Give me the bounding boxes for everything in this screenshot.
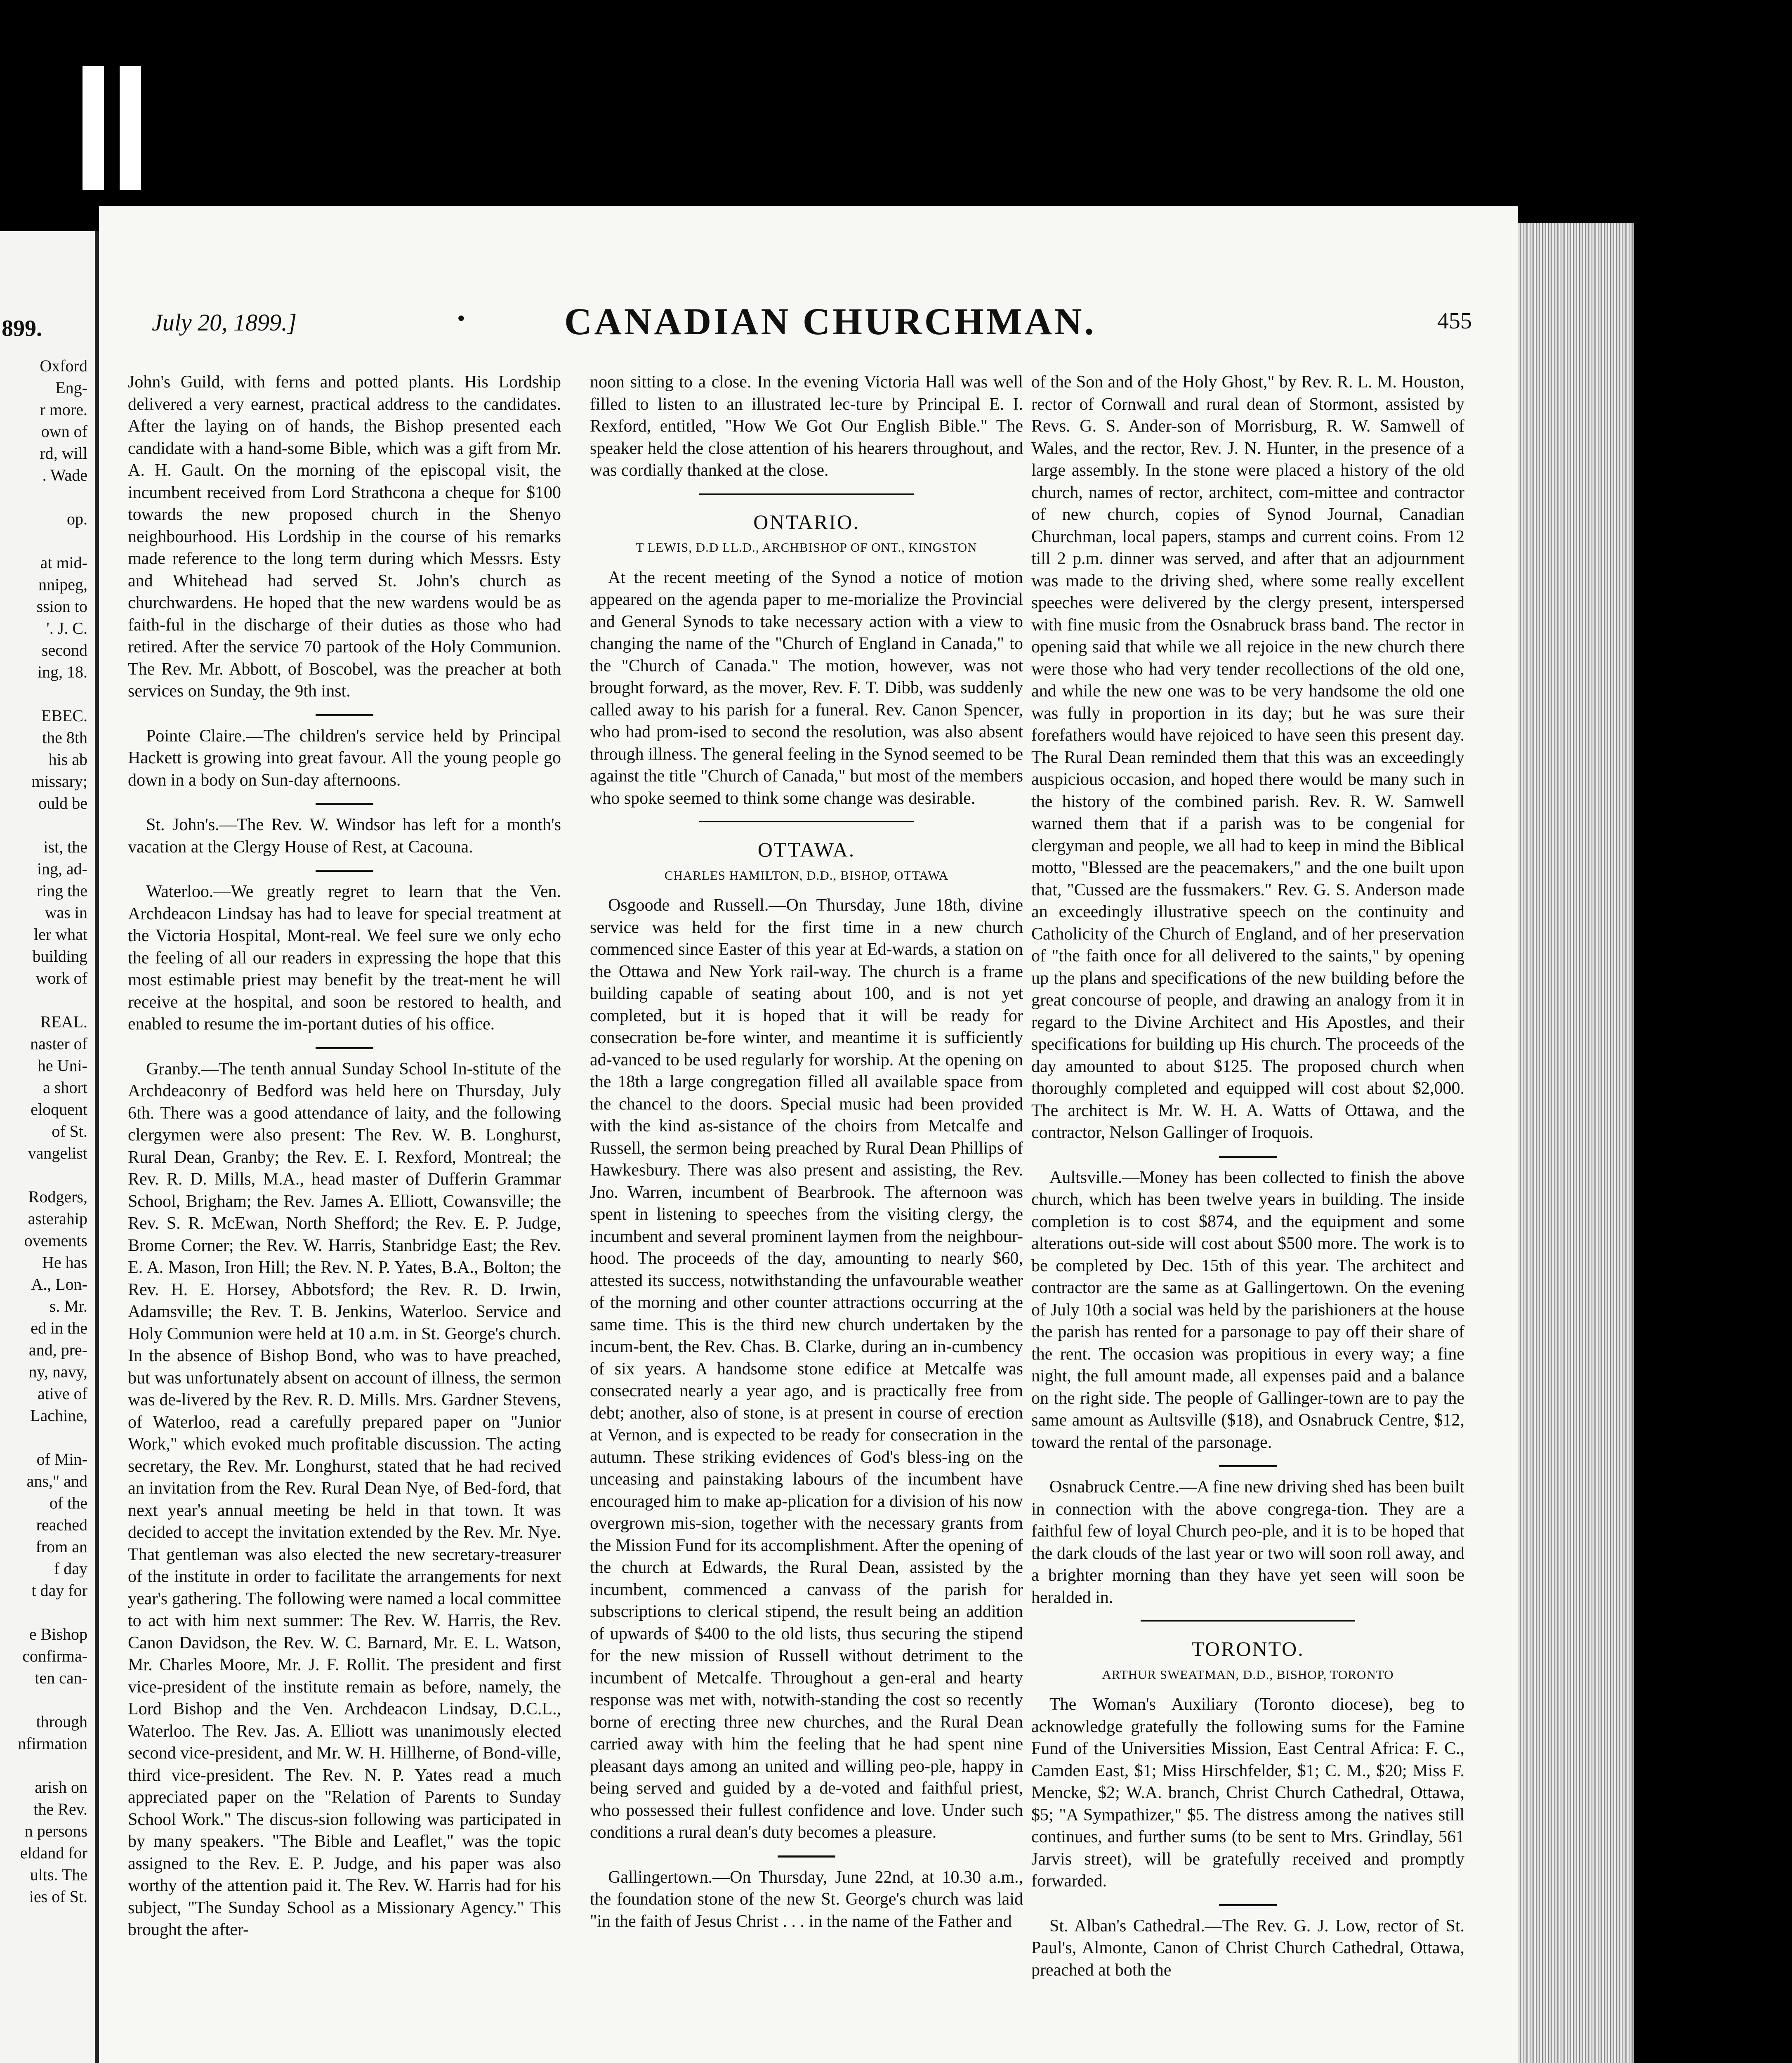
article-paragraph: Osgoode and Russell.—On Thursday, June 18th, divine service was held for the first time in a new church commenced since Easter of this year at Ed-wards, a station on the Ottawa and New York rail-way. The church is a frame building capable of seating about 100, and is not yet completed, but it is hoped that it will be ready for consecration be-fore winter, and meantime it is sufficiently ad-vanced to be used regularly for worship. At the opening on the 18th a large congregation filled all available space from the chancel to the doors. Special music had been provided with the kind as-sistance of the choirs from Metcalfe and Russell, the sermon being preached by Rural Dean Phillips of Hawkesbury. There was also present and assisting, the Rev. Jno. Warren, incumbent of Bearbrook. The afternoon was spent in listening to speeches from the visiting clergy, the incumbent and several prominent laymen from the neighbour-hood. The proceeds of the day, amounting to nearly $60, attested its success, notwithstanding the unfavourable weather of the morning and other counter attractions occurring at the same time. This is the third new church undertaken by the incum-bent, the Rev. Chas. B. Clarke, during an in-cumbency of six years. A handsome stone edifice at Metcalfe was consecrated nearly a year ago, and is practically free from debt; another, also of stone, is at present in course of erection at Vernon, and is expected to be ready for consecration in the autumn. These striking evidences of God's bless-ing on the unceasing and painstaking labours of the incumbent have encouraged him to make ap-plication for a division of his now overgrown mis-sion, together with the necessary grants from the Mission Fund for its accomplishment. After the opening of the church at Edwards, the Rural Dean, assisted by the incumbent, commenced a canvass of the parish for subscriptions to clerical stipend, the result being an addition of upwards of $400 to the old lists, thus securing the stipend for the new mission of Russell without detriment to the incumbent of Metcalfe. Throughout a gen-eral and hearty response was met with, notwith-standing the cost so recently borne of erecting three new churches, and the Rural Dean carried away with him the feeling that he had spent nine pleasant days among an united and willing peo-ple, happy in being served and guided by a de-voted and faithful priest, who possessed their fullest confidence and love. Under such conditions a rural dean's duty becomes a pleasure. [590,896,1023,1842]
previous-page-line: from an [35,1537,87,1556]
issue-date: July 20, 1899.] [152,309,297,336]
binding-mark [83,66,104,190]
previous-page-line: EBEC. [41,706,87,725]
previous-page-line [0,486,95,508]
previous-page-line: was in [45,903,87,922]
article-paragraph: St. John's.—The Rev. W. Windsor has left for a month's vacation at the Clergy House of Rest, at Cacouna. [128,815,561,857]
section-divider [699,493,914,495]
section-divider [699,821,914,822]
previous-page-line: op. [67,510,87,528]
previous-page-lines [0,355,95,1907]
previous-page-line [0,1601,95,1623]
previous-page-line: ing, ad- [37,859,87,878]
page-header [152,296,1505,342]
header-bullet: • [457,306,465,331]
previous-page-line: n persons [24,1822,87,1840]
previous-page-line: naster of [30,1034,87,1053]
previous-page-line [0,1426,95,1448]
section-divider [778,1855,835,1858]
previous-page-line: r more. [40,400,87,419]
previous-page-line: '. J. C. [46,619,87,637]
previous-page-line: f day [54,1559,87,1578]
previous-page-line: at mid- [40,553,87,572]
previous-page-line: s. Mr. [49,1297,87,1315]
article-paragraph: Pointe Claire.—The children's service held by Principal Hackett is growing into great favour. All the young people go down in a body on Sun-day afternoons. [128,726,561,790]
previous-page-line: own of [41,422,87,441]
bishop-byline: CHARLES HAMILTON, D.D., BISHOP, OTTAWA [664,868,949,883]
previous-page-line [0,814,95,836]
previous-page-line: a short [43,1078,87,1097]
article-paragraph: At the recent meeting of the Synod a notice of motion appeared on the agenda paper to me-morialize the Provincial and General Synods to take necessary action with a view to changing the name of the "Church of England in Canada," to the "Church of Canada." The motion, however, was not brought forward, as the mover, Rev. F. T. Dibb, was suddenly called away to his parish for a funeral. Rev. Canon Spencer, who had prom-ised to second the resolution, was also absent through illness. The general feeling in the Synod seemed to be against the title "Church of Canada," but most of the members who spoke seemed to think some change was desirable. [590,568,1023,808]
previous-page-line: the 8th [42,728,87,747]
previous-page-line: Rodgers, [28,1187,87,1206]
previous-page-line: rd, will [40,444,87,463]
previous-page-line: ler what [34,925,87,944]
previous-page-line: ing, 18. [37,663,87,681]
article-paragraph: Aultsville.—Money has been collected to finish the above church, which has been twelve years in building. The inside completion is to cost $874, and the equipment and some alterations out-side will cost about $500 more. The work is to be completed by Dec. 15th of this year. The architect and contractor are the same as at Gallingertown. On the evening of July 10th a social was held by the parishioners at the house the parish has rented for a parsonage to pay off their share of the rent. The occasion was propitious in every way; a fine night, the full amount made, all expenses paid and a balance on the right side. The people of Gallinger-town are to pay the same amount as Aultsville ($18), and Osnabruck Centre, $12, toward the rental of the parsonage. [1031,1168,1464,1452]
column-middle [590,371,1023,1944]
column-right [1031,371,1464,1993]
previous-page-line [0,989,95,1011]
previous-page-line [0,1164,95,1186]
previous-page-line: of Min- [36,1450,87,1468]
previous-page-line: work of [35,969,87,987]
previous-page-line: ies of St. [29,1887,87,1906]
section-divider [1219,1465,1277,1467]
previous-page-line [0,1754,95,1776]
previous-page-line: arish on [35,1778,87,1796]
previous-page-line: missary; [31,772,87,791]
previous-page-year: 899. [2,316,42,341]
binding-mark [120,66,141,190]
section-divider [1219,1156,1277,1158]
bishop-byline: T LEWIS, D.D LL.D., ARCHBISHOP OF ONT., KINGSTON [636,540,977,555]
previous-page-line [0,530,95,552]
previous-page-line: of St. [52,1122,87,1140]
article-paragraph: Gallingertown.—On Thursday, June 22nd, at 10.30 a.m., the foundation stone of the new St. George's church was laid "in the faith of Jesus Christ . . . in the name of the Father and [590,1867,1023,1931]
previous-page-line: ny, navy, [28,1362,87,1381]
previous-page-line: vangelist [28,1144,87,1162]
section-divider [316,1047,373,1049]
article-paragraph: noon sitting to a close. In the evening Victoria Hall was well filled to listen to an illustrated lec-ture by Principal E. I. Rexford, entitled, "How We Got Our English Bible." The speaker held the close attention of his hearers throughout, and was cordially thanked at the close. [590,373,1023,480]
page-stack-edge [1518,223,1634,2063]
article-paragraph: John's Guild, with ferns and potted plants. His Lordship delivered a very earnest, practical address to the candidates. After the laying on of hands, the Bishop presented each candidate with a hand-some Bible, which was a gift from Mr. A. H. Gault. On the morning of the episcopal visit, the incumbent received from Lord Strathcona a cheque for $100 towards the new proposed church in the Shenyo neighbourhood. His Lordship in the course of his remarks made reference to the long term during which Messrs. Esty and Whitehead had served St. John's church as churchwardens. He hoped that the new wardens would be as faith-ful in the discharge of their duties as those who had retired. After the service 70 partook of the Holy Communion. The Rev. Mr. Abbott, of Boscobel, was the preacher at both services on Sunday, the 9th inst. [128,373,561,701]
article-paragraph: Granby.—The tenth annual Sunday School In-stitute of the Archdeaconry of Bedford was held here on Thursday, July 6th. There was a good attendance of laity, and the following clergymen were also present: The Rev. W. B. Longhurst, Rural Dean, Granby; the Rev. E. I. Rexford, Montreal; the Rev. R. D. Mills, M.A., head master of Dufferin Grammar School, Brigham; the Rev. James A. Elliott, Cowansville; the Rev. S. R. McEwan, North Shefford; the Rev. E. P. Judge, Brome Corner; the Rev. W. Harris, Stanbridge East; the Rev. E. A. Mason, Iron Hill; the Rev. N. P. Yates, B.A., Bolton; the Rev. H. E. Horsey, Abbotsford; the Rev. R. D. Irwin, Adamsville; the Rev. T. B. Jenkins, Waterloo. Service and Holy Communion were held at 10 a.m. in St. George's church. In the absence of Bishop Bond, who was to have preached, but was unfortunately absent on account of illness, the sermon was de-livered by the Rev. R. D. Mills. Mrs. Gardner Stevens, of Waterloo, read a carefully prepared paper on "Junior Work," which evoked much profitable discussion. The acting secretary, the Rev. Mr. Longhurst, stated that he had recived an invitation from the Rev. Rural Dean Nye, of Bed-ford, that next year's annual meeting be held in that town. It was decided to accept the invitation extended by the Rev. Mr. Nye. That gentleman was also elected the new secretary-treasurer of the institute in order to facilitate the arrangements for next year's gathering. The following were named a local committee to act with him next summer: The Rev. W. Harris, the Rev. Canon Davidson, the Rev. W. C. Barnard, Mr. E. L. Watson, Mr. Charles Moore, Mr. J. F. Rollit. The president and first vice-president of the institute remain as before, namely, the Lord Bishop and the Ven. Archdeacon Lindsay, D.C.L., Waterloo. The Rev. Jas. A. Elliott was unanimously elected second vice-president, and Mr. W. H. Hillherne, of Bond-ville, third vice-president. The Rev. N. P. Yates read a much appreciated paper on the "Relation of Parents to Sunday School Work." The discus-sion following was participated in by many speakers. "The Bible and Leaflet," was the topic assigned to the Rev. E. P. Judge, and his paper was also worthy of the attention paid it. The Rev. W. Harris had for his subject, "The Sunday School as a Missionary Agency." This brought the after- [128,1059,561,1939]
previous-page-line: ist, the [43,838,87,856]
previous-page-line: ative of [37,1384,87,1403]
previous-page-line: building [32,947,87,965]
previous-page-line: ring the [36,881,87,900]
previous-page-line: e Bishop [29,1625,87,1643]
previous-page-line [0,683,95,705]
previous-page-line: REAL. [40,1013,87,1031]
article-paragraph: of the Son and of the Holy Ghost," by Rev. R. L. M. Houston, rector of Cornwall and rural dean of Stormont, assisted by Revs. G. S. Ander-son of Morrisburg, R. W. Samwell of Wales, and the rector, Rev. J. N. Hunter, in the presence of a large assembly. In the stone were placed a history of the old church, names of rector, architect, com-mittee and contractor of new church, copies of Synod Journal, Canadian Churchman, local papers, stamps and current coins. From 12 till 2 p.m. dinner was served, and after that an adjournment was made to the driving shed, where some really excellent speeches were delivered by the clergy present, interspersed with fine music from the Osnabruck brass band. The rector in opening said that while we all rejoice in the new church there were those who had very tender recollections of the old one, and while the new one was to be very handsome the old one was fully in proportion in its day; but he was sure their forefathers would have rejoiced to have seen this present day. The Rural Dean reminded them that this was an exceedingly auspicious occasion, and hoped there would be many such in the history of the combined parish. Rev. R. W. Samwell warned them that if a parish was to be congenial for clergyman and people, we all had to keep in mind the Biblical motto, "Blessed are the peacemakers," and the one built upon that, "Cussed are the fussmakers." Rev. G. S. Anderson made an exceedingly illustrative speech on the continuity and Catholicity of the Church of England, and of her preservation of "the faith once for all delivered to the saints," by opening up the plans and specifications of the new building before the great concourse of people, and drawing an analogy from it in regard to the Divine Architect and His Apostles, and their specifications for building up His church. The proceeds of the day amounted to about $125. The proposed church when thoroughly completed and equipped will cost about $2,000. The architect is Mr. W. H. A. Watts of Ottawa, and the contractor, Nelson Gallinger of Iroquois. [1031,373,1464,1142]
previous-page-line: nnipeg, [38,575,87,594]
previous-page-line: He has [42,1253,87,1272]
previous-page-line: through [36,1712,87,1731]
column-left [128,371,561,1953]
previous-page-line: second [41,641,87,659]
section-divider [316,870,373,872]
newspaper-page [99,206,1518,2063]
previous-page-line: and, pre- [28,1341,87,1359]
previous-page-line: the Rev. [33,1800,87,1818]
previous-page-line: t day for [31,1581,87,1600]
diocese-heading: TORONTO. [1191,1637,1304,1660]
bishop-byline: ARTHUR SWEATMAN, D.D., BISHOP, TORONTO [1102,1667,1394,1682]
section-divider [316,803,373,805]
article-paragraph: Waterloo.—We greatly regret to learn that the Ven. Archdeacon Lindsay has had to leave for special treatment at the Victoria Hospital, Mont-real. We feel sure we only echo the feeling of all our readers in expressing the hope that this most estimable priest may benefit by the treat-ment he will receive at the hospital, and soon be restored to health, and enabled to resume the im-portant duties of his office. [128,882,561,1034]
previous-page-line: his ab [48,750,87,769]
page-number: 455 [1437,308,1472,334]
previous-page-line: . Wade [42,466,87,484]
previous-page-line: Eng- [55,378,87,397]
section-divider [1141,1620,1355,1622]
previous-page-line: ovements [24,1231,87,1250]
diocese-heading: ONTARIO. [753,510,860,533]
previous-page-line [0,1689,95,1711]
previous-page-line: ed in the [31,1319,87,1337]
previous-page-line: he Uni- [37,1056,87,1075]
article-paragraph: St. Alban's Cathedral.—The Rev. G. J. Low, rector of St. Paul's, Almonte, Canon of Christ Church Cathedral, Ottawa, preached at both the [1031,1916,1464,1980]
previous-page-line: reached [36,1515,87,1534]
previous-page-line: confirma- [22,1647,87,1665]
previous-page-line: Oxford [40,356,87,375]
previous-page-line: ans," and [26,1472,87,1490]
previous-page-line: eldand for [20,1843,87,1862]
previous-page-line: ults. The [30,1865,87,1884]
previous-page-line: of the [49,1494,87,1512]
previous-page-line: ten can- [35,1669,87,1687]
previous-page-line: asterahip [28,1209,87,1228]
previous-page-line: A., Lon- [31,1275,87,1294]
masthead-title: CANADIAN CHURCHMAN. [564,300,1096,342]
article-paragraph: The Woman's Auxiliary (Toronto diocese), beg to acknowledge gratefully the following sums for the Famine Fund of the Universities Mission, East Central Africa: F. C., Camden East, $1; Miss Hirschfelder, $1; C. M., $20; Miss F. Mencke, $2; W.A. branch, Christ Church Cathedral, Ottawa, $5; "A Sympathizer," $5. The distress among the natives still continues, and further sums (to be sent to Mrs. Grindlay, 561 Jarvis street), will be gratefully received and promptly forwarded. [1031,1695,1464,1891]
section-divider [316,714,373,716]
previous-page-line: eloquent [31,1100,87,1119]
diocese-heading: OTTAWA. [757,838,856,861]
section-divider [1219,1904,1277,1906]
previous-page-line: ould be [38,794,87,812]
previous-page-line: Lachine, [30,1406,87,1425]
previous-page-line: ssion to [36,597,87,616]
previous-page-line: nfirmation [18,1734,87,1753]
article-paragraph: Osnabruck Centre.—A fine new driving shed has been built in connection with the above congrega-tion. They are a faithful few of loyal Church peo-ple, and it is to be hoped that the dark clouds of the last year or two will soon roll away, and a brighter morning than they have yet seen will soon be heralded in. [1031,1478,1464,1607]
previous-page-edge [0,231,99,2063]
